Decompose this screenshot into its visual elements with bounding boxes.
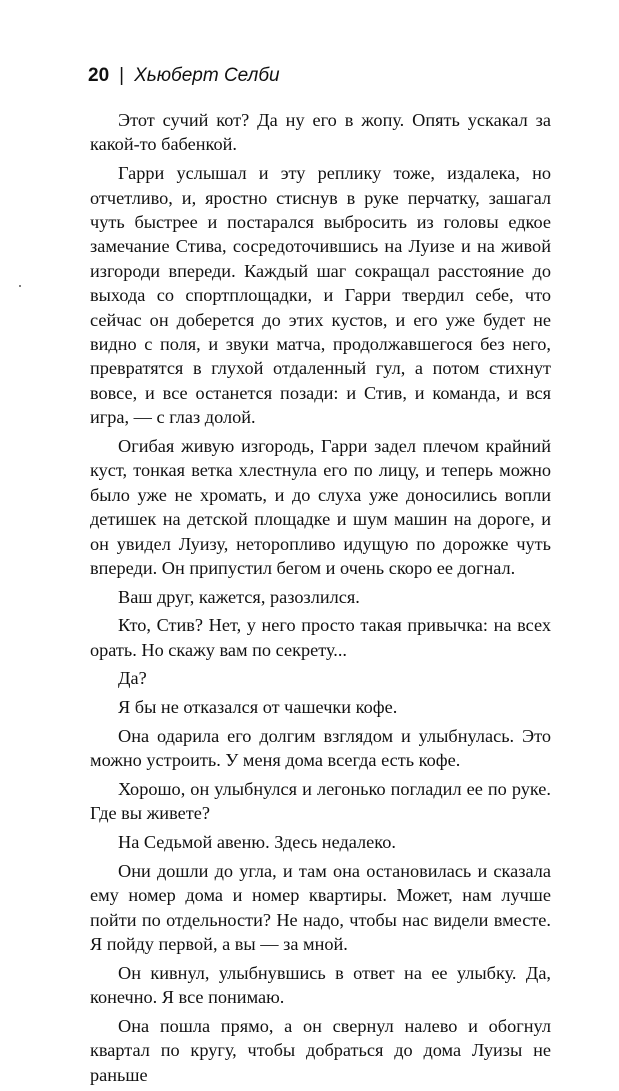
page-number: 20 bbox=[88, 65, 110, 86]
paragraph: Да? bbox=[118, 668, 147, 689]
paragraph: Она одарила его долгим взглядом и улыбнулась. Это можно устроить. У меня дома всегда есть кофе. bbox=[90, 725, 551, 771]
paragraph: Я бы не отказался от чашечки кофе. bbox=[118, 697, 398, 718]
header-separator: | bbox=[119, 65, 125, 86]
paragraph: Он кивнул, улыбнувшись в ответ на ее улыбку. Да, конечно. Я все понимаю. bbox=[90, 962, 551, 1008]
paragraph: Огибая живую изгородь, Гарри задел плечом крайний куст, тонкая ветка хлестнула его по лицу, и теперь можно было уже не хромать, и до слуха уже доносились вопли детишек на детской площадке и шум машин на дороге, и он увидел Луизу, неторопливо идущую по дорожке чуть впереди. Он припустил бегом и очень скоро ее догнал. bbox=[90, 435, 551, 578]
paragraph: Они дошли до угла, и там она остановилась и сказала ему номер дома и номер квартиры. Может, нам лучше пойти по отдельности? Не надо, чтобы нас видели вместе. Я пойду первой, а вы — за мной. bbox=[90, 860, 551, 954]
paragraph: Ваш друг, кажется, разозлился. bbox=[118, 586, 360, 607]
paragraph: Хорошо, он улыбнулся и легонько погладил ее по руке. Где вы живете? bbox=[90, 778, 551, 824]
margin-dot bbox=[19, 285, 21, 287]
paragraph: Этот сучий кот? Да ну его в жопу. Опять ускакал за какой-то бабенкой. bbox=[90, 110, 551, 155]
paragraph: На Седьмой авеню. Здесь недалеко. bbox=[118, 832, 396, 853]
paragraph: Она пошла прямо, а он свернул налево и обогнул квартал по кругу, чтобы добраться до дома Луизы не раньше bbox=[90, 1015, 551, 1085]
paragraph: Кто, Стив? Нет, у него просто такая привычка: на всех орать. Но скажу вам по секрету... bbox=[90, 615, 551, 660]
author-name: Хьюберт Селби bbox=[134, 65, 280, 86]
paragraph: Гарри услышал и эту реплику тоже, издалека, но отчетливо, и, яростно стиснув в руке перчатку, зашагал чуть быстрее и постарался выбросить из головы едкое замечание Стива, сосредоточившись на Луизе и на живой изгороди впереди. Каждый шаг сокращал расстояние до выхода со спортплощадки, и Гарри твердил себе, что сейчас он доберется до этих кустов, и его уже будет не видно с поля, и звуки матча, продолжавшегося без него, превратятся в глухой отдаленный гул, а потом стихнут вовсе, и все останется позади: и Стив, и команда, и вся игра, — с глаз долой. bbox=[90, 163, 551, 428]
body-text bbox=[90, 108, 551, 1091]
running-header bbox=[88, 65, 280, 101]
